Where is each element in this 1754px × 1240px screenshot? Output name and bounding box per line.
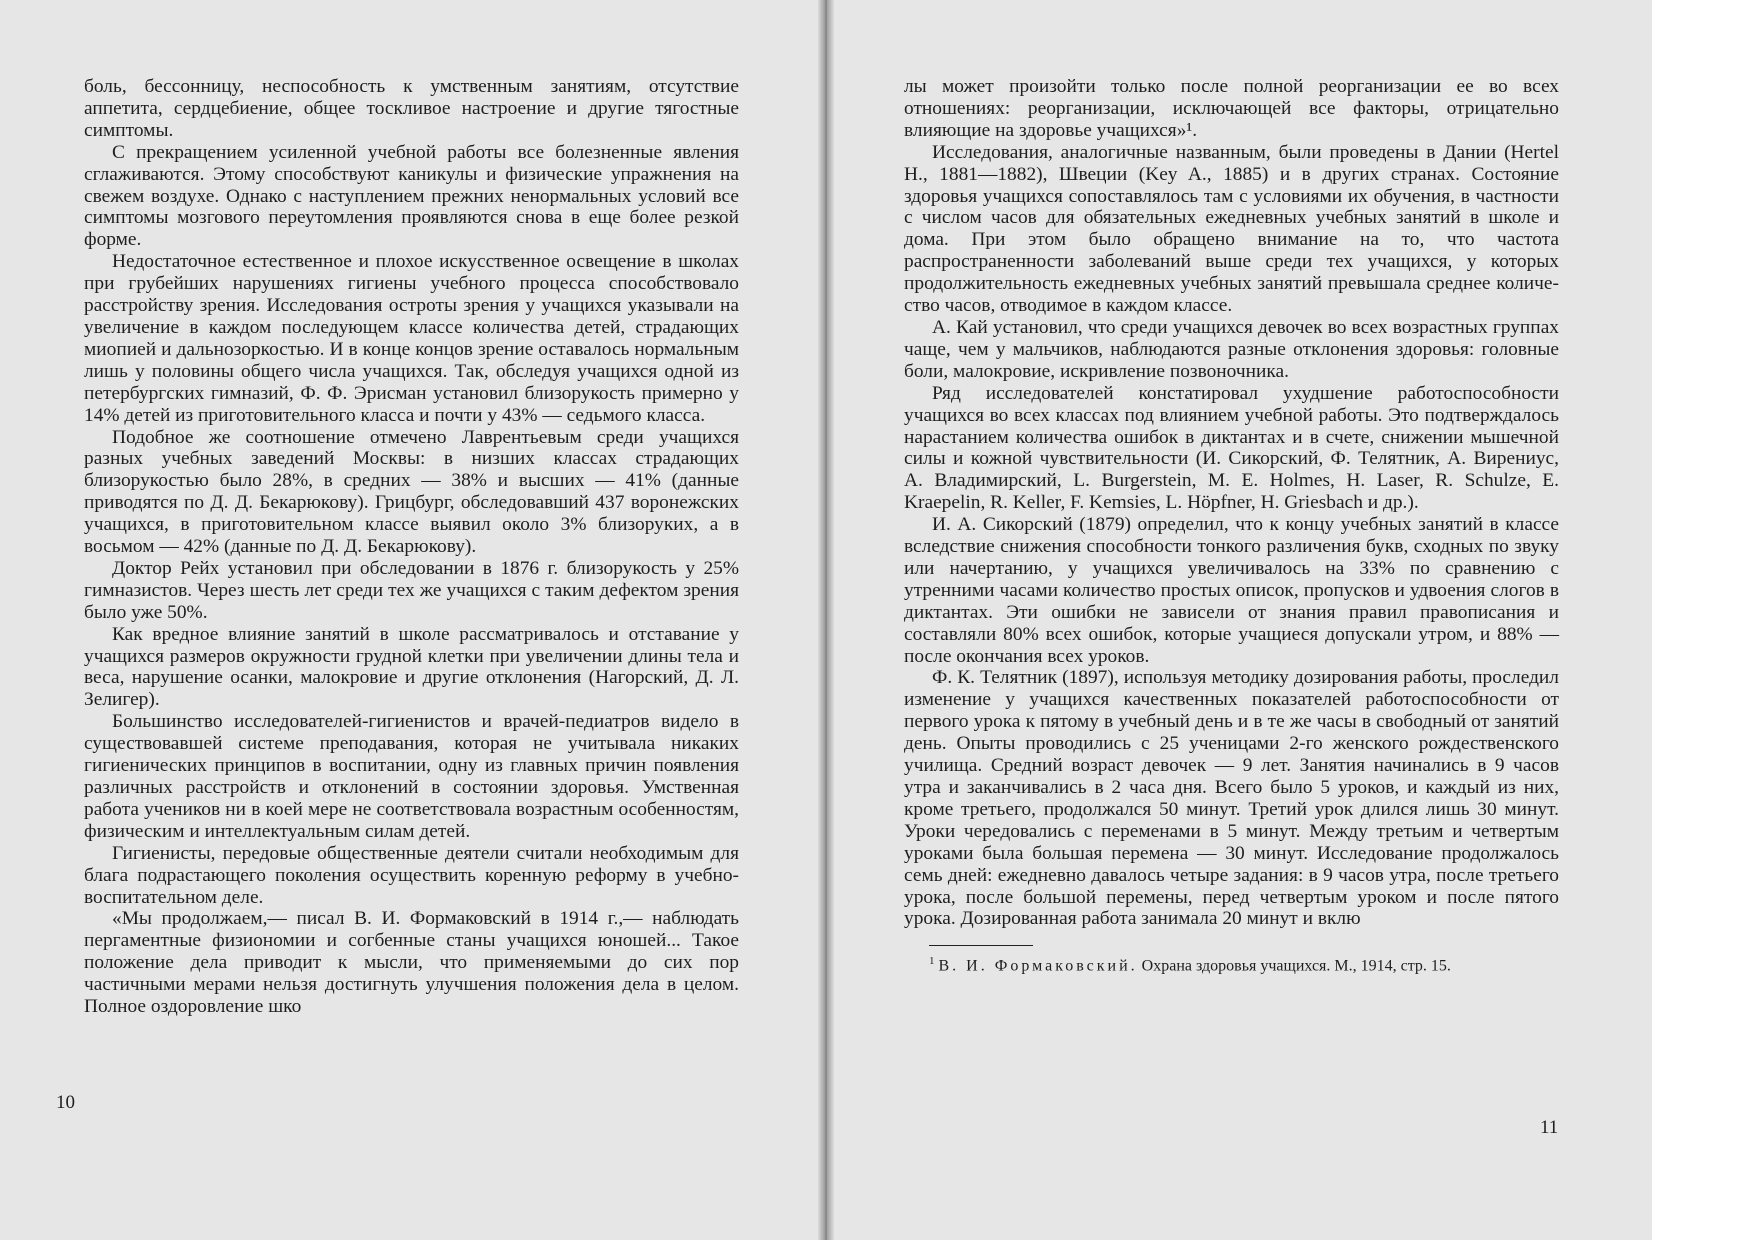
footnote-mark: 1: [929, 955, 935, 968]
left-page: [84, 76, 739, 1196]
paragraph: Большинство исследователей-гигиенистов и врачей-педиатров видело в существовавшей системе преподавания, которая не учитывала никаких гигиенических принципов в воспитании, одну из главных причин появления различных расстройств и отклонений в состоянии здоровья. Умственная работа учеников ни в коей мере не соответствовала возрастным особенностям, физическим и интеллектуальным силам детей.: [84, 711, 739, 842]
paragraph: боль, бессонницу, неспособность к умственным занятиям, отсутствие аппетита, сердцебиение, общее тоскливое настроение и другие тягостные симптомы.: [84, 76, 739, 141]
footnote-rule: [929, 945, 1033, 946]
footnote-author: В. И. Формаковский.: [938, 957, 1138, 975]
footnote-text: Охрана здоровья учащихся. М., 1914, стр. 15.: [1137, 957, 1451, 975]
footnote: [904, 952, 1559, 975]
paragraph: Гигиенисты, передовые общественные деятели считали необходимым для блага подрастающего поколения осуществить коренную реформу в учебно-воспитательном деле.: [84, 842, 739, 908]
page-number-left: 10: [56, 1092, 75, 1113]
paragraph: «Мы продолжаем,— писал В. И. Формаковский в 1914 г.,— наблюдать пергаментные физиономии и согбенные станы учащихся юношей... Такое положение дела приводит к мысли, что применяемыми до сих пор частичными мерами нельзя достигнуть улучшения положения дела в целом. Полное оздоровление шко: [84, 908, 739, 1018]
paragraph: лы может произойти только после полной реорганизации ее во всех отношениях: реорганизации, исключающей все факторы, отрицательно влияющие на здоровье учащихся»¹.: [904, 76, 1559, 141]
paragraph: Доктор Рейх установил при обследовании в 1876 г. близорукость у 25% гимназистов. Через шесть лет среди тех же учащихся с таким дефектом зрения было уже 50%.: [84, 557, 739, 623]
paragraph: А. Кай установил, что среди учащихся девочек во всех возрастных группах чаще, чем у мальчиков, наблюдаются разные отклонения здоровья: головные боли, малокровие, искривление позвоночника.: [904, 316, 1559, 382]
right-page: [904, 76, 1559, 1196]
paragraph: Как вредное влияние занятий в школе рассматривалось и отставание у учащихся размеров окружности грудной клетки при увеличении длины тела и веса, нарушение осанки, малокровие и другие отклонения (Нагорский, Д. Л. Зелигер).: [84, 623, 739, 711]
book-gutter: [818, 0, 834, 1240]
paragraph: Ф. К. Телятник (1897), используя методику дозирования работы, проследил изменение у учащихся качественных показателей работоспособности от первого урока к пятому в учебный день и в те же часы в свободный от занятий день. Опыты проводились с 25 ученицами 2-го женского рождественского училища. Средний возраст девочек — 9 лет. Занятия начинались в 9 часов утра и заканчивались в 2 часа дня. Всего было 5 уроков, и каждый из них, кроме третьего, продолжался 50 минут. Третий урок длился лишь 30 минут. Уроки чередовались с переменами в 5 минут. Между третьим и четвертым уроками была большая перемена — 30 минут. Исследование продолжалось семь дней: ежедневно давалось четыре задания: в 9 часов утра, после третьего урока, после большой перемены, перед четвертым уроком и после пятого урока. Дозированная работа занимала 20 минут и вклю: [904, 667, 1559, 930]
paragraph: Подобное же соотношение отмечено Лаврентьевым среди учащихся разных учебных заведений Москвы: в низших классах страдающих близорукостью было 28%, в средних — 38% и высших — 41% (данные приводятся по Д. Д. Бекарюкову). Грицбург, обследовавший 437 воронежских учащихся, в приготовительном классе выявил около 3% близоруких, а в восьмом — 42% (данные по Д. Д. Бекарюкову).: [84, 426, 739, 558]
page-number-right: 11: [1540, 1117, 1559, 1138]
paragraph: Ряд исследователей констатировал ухудшение работоспособности учащихся во всех классах под влиянием учебной работы. Это подтверждалось нарастанием количества ошибок в диктантах и в счете, снижении мышечной силы и кожной чувствительности (И. Сикорский, Ф. Телятник, А. Вирениус, А. Владимирский, L. Burgerstein, M. E. Holmes, H. Laser, R. Schulze, E. Kraepelin, R. Keller, F. Kemsies, L. Höpfner, H. Griesbach и др.).: [904, 382, 1559, 514]
paragraph: И. А. Сикорский (1879) определил, что к концу учебных занятий в классе вследствие снижения способности тонкого различения букв, сходных по звуку или начертанию, у учащихся увеличивалось на 33% по сравнению с утренними часами количество простых описок, пропусков и удвоения слогов в диктантах. Эти ошибки не зависели от знания правил правописания и составляли 80% всех ошибок, которые учащиеся допускали утром, и 88% — после окончания всех уроков.: [904, 514, 1559, 667]
paragraph: Недостаточное естественное и плохое искусственное освещение в школах при грубейших нарушениях гигиены учебного процесса способствовало расстройству зрения. Исследования остроты зрения у учащихся указывали на увеличение в каждом последующем классе количества детей, страдающих миопией и дальнозоркостью. И в конце концов зрение оставалось нормальным лишь у половины общего числа учащихся. Так, обследуя учащихся одной из петербургских гимназий, Ф. Ф. Эрисман установил близорукость примерно у 14% детей из приготовительного класса и почти у 43% — седьмого класса.: [84, 251, 739, 426]
paragraph: С прекращением усиленной учебной работы все болезненные явления сглаживаются. Этому способствуют каникулы и физические упражнения на свежем воздухе. Однако с наступлением прежних ненормальных условий все симптомы мозгового переутомления проявляются снова в еще более резкой форме.: [84, 141, 739, 251]
paragraph: Исследования, аналогичные названным, были проведены в Дании (Hertel H., 1881—1882), Швеции (Key A., 1885) и в других странах. Состояние здоровья учащихся сопоставлялось там с условиями их обучения, в частности с числом часов для обязательных ежедневных учебных занятий в школе и дома. При этом было обращено внимание на то, что частота распространенности заболеваний выше среди тех учащихся, у которых продолжительность ежедневных учебных занятий превышала среднее количество часов, отводимое в каждом классе.: [904, 141, 1559, 317]
